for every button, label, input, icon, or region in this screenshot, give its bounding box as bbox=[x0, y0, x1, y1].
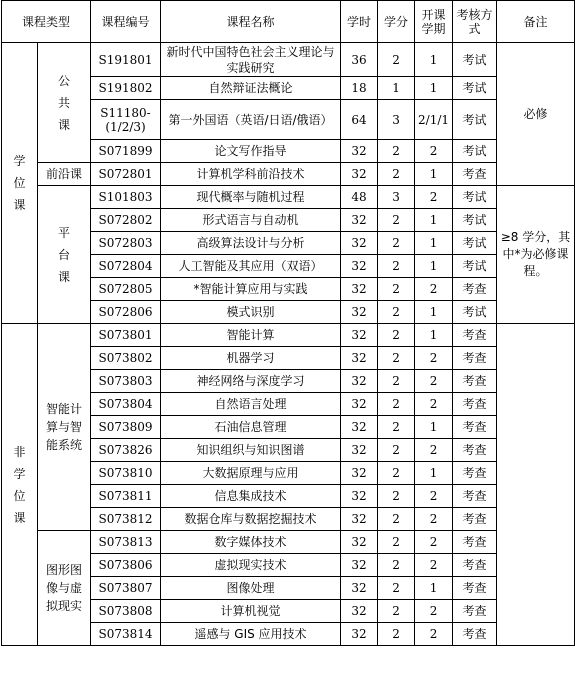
cell-name: 形式语言与自动机 bbox=[161, 209, 341, 232]
cell-hours: 32 bbox=[341, 140, 378, 163]
cell-exam: 考试 bbox=[453, 43, 497, 77]
cell-hours: 36 bbox=[341, 43, 378, 77]
cell-semester: 1 bbox=[415, 255, 453, 278]
cell-exam: 考查 bbox=[453, 462, 497, 485]
cell-semester: 2 bbox=[415, 370, 453, 393]
cell-credits: 2 bbox=[378, 485, 415, 508]
cell-name: 现代概率与随机过程 bbox=[161, 186, 341, 209]
cell-name: 大数据原理与应用 bbox=[161, 462, 341, 485]
note-platform-rule: ≥8 学分，其中*为必修课程。 bbox=[497, 186, 575, 324]
cell-code: S073812 bbox=[91, 508, 161, 531]
cell-hours: 32 bbox=[341, 508, 378, 531]
table-row bbox=[2, 531, 575, 554]
cell-name: 新时代中国特色社会主义理论与实践研究 bbox=[161, 43, 341, 77]
cell-code: S072804 bbox=[91, 255, 161, 278]
header-name: 课程名称 bbox=[161, 1, 341, 43]
cell-name: 遥感与 GIS 应用技术 bbox=[161, 623, 341, 646]
cell-name: 石油信息管理 bbox=[161, 416, 341, 439]
cell-name: *智能计算应用与实践 bbox=[161, 278, 341, 301]
cell-credits: 2 bbox=[378, 370, 415, 393]
cell-code: S073810 bbox=[91, 462, 161, 485]
cell-exam: 考试 bbox=[453, 301, 497, 324]
cell-semester: 1 bbox=[415, 43, 453, 77]
cell-credits: 2 bbox=[378, 416, 415, 439]
cell-code: S072801 bbox=[91, 163, 161, 186]
cell-credits: 2 bbox=[378, 623, 415, 646]
group-platform: 平 台 课 bbox=[38, 186, 91, 324]
cell-semester: 1 bbox=[415, 77, 453, 100]
cell-hours: 32 bbox=[341, 324, 378, 347]
cell-credits: 2 bbox=[378, 301, 415, 324]
cell-credits: 2 bbox=[378, 577, 415, 600]
cell-credits: 2 bbox=[378, 278, 415, 301]
cell-exam: 考试 bbox=[453, 77, 497, 100]
cell-exam: 考试 bbox=[453, 140, 497, 163]
header-hours: 学时 bbox=[341, 1, 378, 43]
cell-exam: 考查 bbox=[453, 393, 497, 416]
cell-credits: 2 bbox=[378, 232, 415, 255]
cell-credits: 2 bbox=[378, 462, 415, 485]
header-note: 备注 bbox=[497, 1, 575, 43]
cell-hours: 32 bbox=[341, 347, 378, 370]
cell-name: 知识组织与知识图谱 bbox=[161, 439, 341, 462]
header-category: 课程类型 bbox=[2, 1, 91, 43]
cell-credits: 2 bbox=[378, 600, 415, 623]
cell-name: 第一外国语（英语/日语/俄语） bbox=[161, 100, 341, 140]
cell-code: S073806 bbox=[91, 554, 161, 577]
group-intelligent: 智能计 算与智 能系统 bbox=[38, 324, 91, 531]
cell-name: 机器学习 bbox=[161, 347, 341, 370]
table-row bbox=[2, 324, 575, 347]
cell-exam: 考查 bbox=[453, 370, 497, 393]
cell-semester: 2/1/1 bbox=[415, 100, 453, 140]
cell-exam: 考查 bbox=[453, 347, 497, 370]
header-code: 课程编号 bbox=[91, 1, 161, 43]
cell-exam: 考查 bbox=[453, 278, 497, 301]
table-row bbox=[2, 186, 575, 209]
cell-credits: 2 bbox=[378, 439, 415, 462]
cell-code: S072806 bbox=[91, 301, 161, 324]
cell-name: 数字媒体技术 bbox=[161, 531, 341, 554]
cell-hours: 32 bbox=[341, 462, 378, 485]
cell-credits: 2 bbox=[378, 255, 415, 278]
cell-hours: 32 bbox=[341, 255, 378, 278]
cell-exam: 考试 bbox=[453, 186, 497, 209]
cell-semester: 2 bbox=[415, 439, 453, 462]
cell-credits: 3 bbox=[378, 100, 415, 140]
cell-exam: 考试 bbox=[453, 209, 497, 232]
cell-name: 人工智能及其应用（双语） bbox=[161, 255, 341, 278]
cell-credits: 2 bbox=[378, 508, 415, 531]
cell-semester: 2 bbox=[415, 347, 453, 370]
cell-hours: 32 bbox=[341, 531, 378, 554]
cell-hours: 48 bbox=[341, 186, 378, 209]
cell-exam: 考查 bbox=[453, 416, 497, 439]
header-row bbox=[2, 1, 575, 43]
cell-name: 计算机学科前沿技术 bbox=[161, 163, 341, 186]
cell-semester: 2 bbox=[415, 554, 453, 577]
cell-semester: 2 bbox=[415, 508, 453, 531]
group-non-degree: 非 学 位 课 bbox=[2, 324, 38, 646]
cell-name: 数据仓库与数据挖掘技术 bbox=[161, 508, 341, 531]
cell-code: S073807 bbox=[91, 577, 161, 600]
cell-semester: 1 bbox=[415, 232, 453, 255]
cell-hours: 32 bbox=[341, 301, 378, 324]
cell-credits: 3 bbox=[378, 186, 415, 209]
cell-name: 智能计算 bbox=[161, 324, 341, 347]
cell-exam: 考查 bbox=[453, 324, 497, 347]
cell-semester: 2 bbox=[415, 600, 453, 623]
table-row bbox=[2, 43, 575, 77]
note-empty bbox=[497, 324, 575, 646]
cell-code: S071899 bbox=[91, 140, 161, 163]
cell-exam: 考查 bbox=[453, 577, 497, 600]
cell-code: S073803 bbox=[91, 370, 161, 393]
cell-exam: 考试 bbox=[453, 255, 497, 278]
cell-hours: 32 bbox=[341, 439, 378, 462]
table-row bbox=[2, 163, 575, 186]
cell-semester: 2 bbox=[415, 623, 453, 646]
cell-hours: 32 bbox=[341, 416, 378, 439]
cell-code: S073813 bbox=[91, 531, 161, 554]
header-semester: 开课学期 bbox=[415, 1, 453, 43]
cell-code: S073811 bbox=[91, 485, 161, 508]
cell-semester: 2 bbox=[415, 393, 453, 416]
cell-exam: 考查 bbox=[453, 485, 497, 508]
cell-name: 神经网络与深度学习 bbox=[161, 370, 341, 393]
cell-hours: 32 bbox=[341, 393, 378, 416]
group-public: 公 共 课 bbox=[38, 43, 91, 163]
cell-credits: 2 bbox=[378, 140, 415, 163]
cell-semester: 2 bbox=[415, 485, 453, 508]
cell-name: 高级算法设计与分析 bbox=[161, 232, 341, 255]
cell-name: 计算机视觉 bbox=[161, 600, 341, 623]
cell-exam: 考试 bbox=[453, 232, 497, 255]
cell-name: 自然语言处理 bbox=[161, 393, 341, 416]
cell-code: S073814 bbox=[91, 623, 161, 646]
cell-semester: 1 bbox=[415, 209, 453, 232]
cell-name: 自然辩证法概论 bbox=[161, 77, 341, 100]
cell-hours: 32 bbox=[341, 623, 378, 646]
cell-semester: 2 bbox=[415, 531, 453, 554]
cell-exam: 考查 bbox=[453, 531, 497, 554]
cell-exam: 考查 bbox=[453, 508, 497, 531]
cell-semester: 2 bbox=[415, 278, 453, 301]
cell-hours: 32 bbox=[341, 232, 378, 255]
cell-semester: 1 bbox=[415, 163, 453, 186]
header-exam: 考核方式 bbox=[453, 1, 497, 43]
cell-code: S073809 bbox=[91, 416, 161, 439]
cell-exam: 考查 bbox=[453, 163, 497, 186]
cell-credits: 2 bbox=[378, 347, 415, 370]
cell-semester: 2 bbox=[415, 186, 453, 209]
cell-credits: 2 bbox=[378, 163, 415, 186]
cell-name: 信息集成技术 bbox=[161, 485, 341, 508]
cell-code: S073808 bbox=[91, 600, 161, 623]
cell-exam: 考查 bbox=[453, 554, 497, 577]
cell-semester: 1 bbox=[415, 577, 453, 600]
cell-code: S072802 bbox=[91, 209, 161, 232]
cell-hours: 64 bbox=[341, 100, 378, 140]
cell-hours: 32 bbox=[341, 554, 378, 577]
cell-credits: 2 bbox=[378, 554, 415, 577]
cell-semester: 1 bbox=[415, 324, 453, 347]
note-required: 必修 bbox=[497, 43, 575, 186]
cell-code: S072805 bbox=[91, 278, 161, 301]
cell-hours: 32 bbox=[341, 370, 378, 393]
cell-credits: 2 bbox=[378, 43, 415, 77]
cell-credits: 2 bbox=[378, 531, 415, 554]
cell-hours: 18 bbox=[341, 77, 378, 100]
group-frontier: 前沿课 bbox=[38, 163, 91, 186]
cell-credits: 2 bbox=[378, 209, 415, 232]
cell-hours: 32 bbox=[341, 209, 378, 232]
cell-name: 虚拟现实技术 bbox=[161, 554, 341, 577]
cell-exam: 考查 bbox=[453, 439, 497, 462]
course-table bbox=[1, 0, 575, 646]
cell-hours: 32 bbox=[341, 278, 378, 301]
cell-exam: 考试 bbox=[453, 100, 497, 140]
cell-hours: 32 bbox=[341, 163, 378, 186]
cell-code: S073804 bbox=[91, 393, 161, 416]
cell-credits: 2 bbox=[378, 324, 415, 347]
cell-code: S11180- (1/2/3) bbox=[91, 100, 161, 140]
cell-code: S073801 bbox=[91, 324, 161, 347]
cell-hours: 32 bbox=[341, 577, 378, 600]
group-degree: 学 位 课 bbox=[2, 43, 38, 324]
cell-code: S191801 bbox=[91, 43, 161, 77]
cell-semester: 1 bbox=[415, 301, 453, 324]
cell-semester: 2 bbox=[415, 140, 453, 163]
header-credits: 学分 bbox=[378, 1, 415, 43]
cell-code: S073826 bbox=[91, 439, 161, 462]
cell-hours: 32 bbox=[341, 600, 378, 623]
cell-exam: 考查 bbox=[453, 600, 497, 623]
cell-semester: 1 bbox=[415, 416, 453, 439]
cell-credits: 2 bbox=[378, 393, 415, 416]
cell-code: S101803 bbox=[91, 186, 161, 209]
cell-name: 图像处理 bbox=[161, 577, 341, 600]
cell-name: 论文写作指导 bbox=[161, 140, 341, 163]
cell-semester: 1 bbox=[415, 462, 453, 485]
cell-exam: 考查 bbox=[453, 623, 497, 646]
cell-name: 模式识别 bbox=[161, 301, 341, 324]
cell-code: S191802 bbox=[91, 77, 161, 100]
group-graphics: 图形图 像与虚 拟现实 bbox=[38, 531, 91, 646]
cell-code: S072803 bbox=[91, 232, 161, 255]
cell-code: S073802 bbox=[91, 347, 161, 370]
cell-credits: 1 bbox=[378, 77, 415, 100]
cell-hours: 32 bbox=[341, 485, 378, 508]
